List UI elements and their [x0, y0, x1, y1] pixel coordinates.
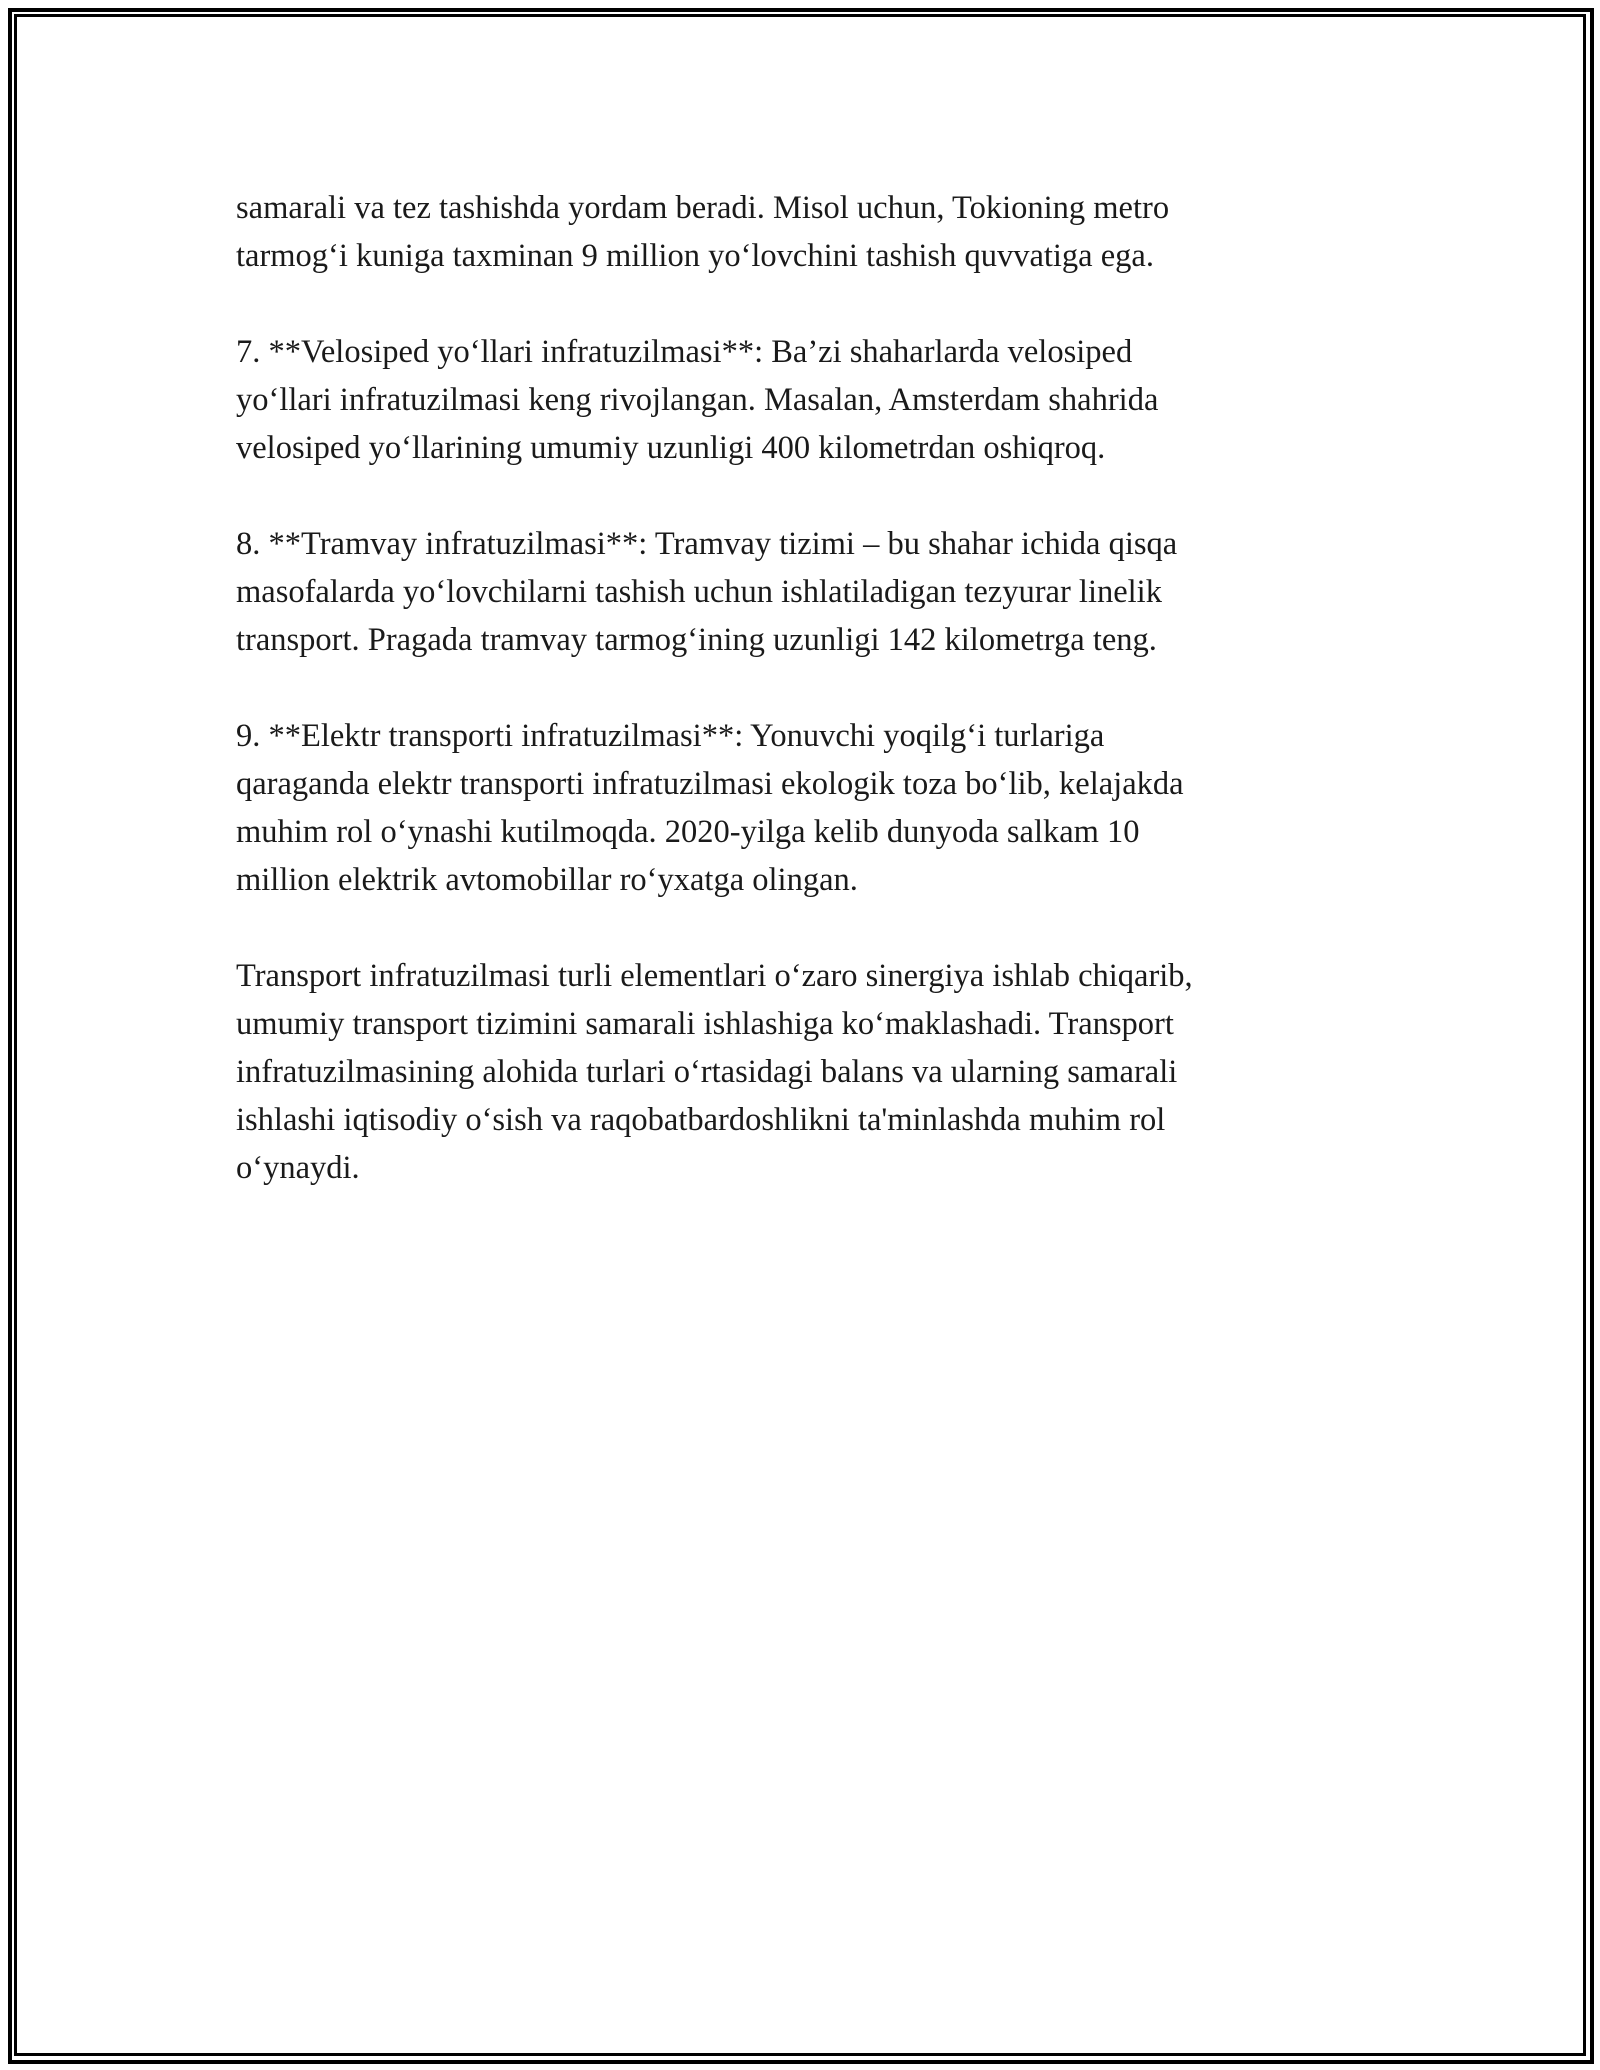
paragraph-tram-infrastructure: 8. **Tramvay infratuzilmasi**: Tramvay tizimi – bu shahar ichida qisqa masofalarda yo‘lovchilarni tashish uchun ishlatiladigan tezyurar linelik transport. Pragada tramvay tarmog‘ining uzunligi 142 kilometrga teng. — [236, 526, 1178, 658]
paragraph-bicycle-infrastructure: 7. **Velosiped yo‘llari infratuzilmasi**: Ba’zi shaharlarda velosiped yo‘llari infratuzilmasi keng rivojlangan. Masalan, Amsterdam shahrida velosiped yo‘llarining umumiy uzunligi 400 kilometrdan oshiqroq. — [236, 334, 1159, 466]
document-body — [236, 184, 1366, 1240]
paragraph-conclusion: Transport infratuzilmasi turli elementlari o‘zaro sinergiya ishlab chiqarib, umumiy transport tizimini samarali ishlashiga ko‘maklashadi. Transport infratuzilmasining alohida turlari o‘rtasidagi balans va ularning samarali ishlashi iqtisodiy o‘sish va raqobatbardoshlikni ta'minlashda muhim rol o‘ynaydi. — [236, 958, 1193, 1186]
paragraph-electric-transport: 9. **Elektr transporti infratuzilmasi**: Yonuvchi yoqilg‘i turlariga qaraganda elektr transporti infratuzilmasi ekologik toza bo‘lib, kelajakda muhim rol o‘ynashi kutilmoqda. 2020-yilga kelib dunyoda salkam 10 million elektrik avtomobillar ro‘yxatga olingan. — [236, 718, 1184, 898]
paragraph-metro-continuation: samarali va tez tashishda yordam beradi. Misol uchun, Tokioning metro tarmog‘i kuniga taxminan 9 million yo‘lovchini tashish quvvatiga ega. — [236, 190, 1170, 274]
